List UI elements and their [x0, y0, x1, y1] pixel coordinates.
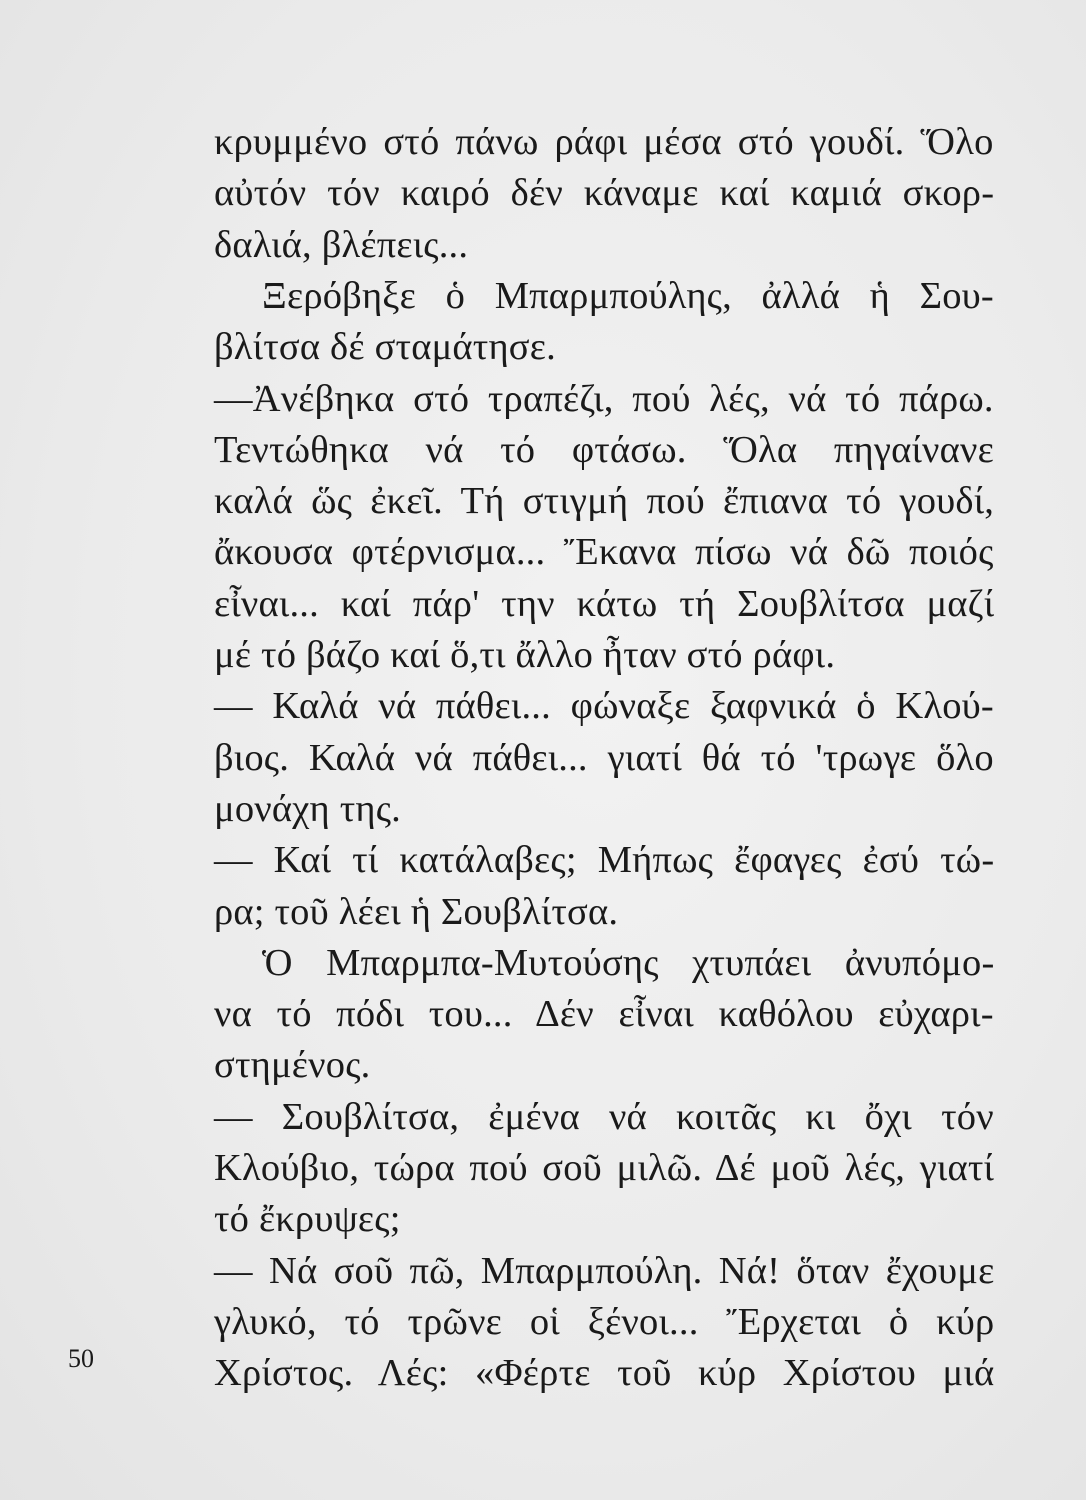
text-line: Κλούβιο, τώρα πού σοῦ μιλῶ. Δέ μοῦ λές, γιατί: [214, 1147, 995, 1189]
text-line: —Ἀνέβηκα στό τραπέζι, πού λές, νά τό πάρω.: [214, 377, 994, 420]
text-line: Ξερόβηξε ὁ Μπαρμπούλης, ἀλλά ἡ Σου-: [262, 274, 994, 317]
text-line: ρα; τοῦ λέει ἡ Σουβλίτσα.: [214, 890, 619, 933]
text-line: δαλιά, βλέπεις...: [214, 223, 469, 266]
text-line: γλυκό, τό τρῶνε οἱ ξένοι... Ἔρχεται ὁ κύρ: [214, 1300, 995, 1343]
text-line: κρυμμένο στό πάνω ράφι μέσα στό γουδί. Ὅλο: [214, 121, 994, 163]
text-line: — Σουβλίτσα, ἐμένα νά κοιτᾶς κι ὄχι τόν: [214, 1095, 994, 1138]
text-line: ἄκουσα φτέρνισμα... Ἔκανα πίσω νά δῶ ποιός: [214, 531, 994, 574]
page-number: 50: [68, 1344, 94, 1373]
text-line: Χρίστος. Λές: «Φέρτε τοῦ κύρ Χρίστου μιά: [214, 1352, 995, 1395]
text-line: αὐτόν τόν καιρό δέν κάναμε καί καμιά σκορ-: [214, 172, 995, 215]
text-line: βιος. Καλά νά πάθει... γιατί θά τό 'τρωγε ὅλο: [214, 736, 994, 779]
text-line: τό ἔκρυψες;: [214, 1198, 401, 1241]
text-line: — Καί τί κατάλαβες; Μήπως ἔφαγες ἐσύ τώ-: [214, 839, 995, 882]
text-line: — Καλά νά πάθει... φώναξε ξαφνικά ὁ Κλού-: [214, 685, 994, 728]
text-line: Τεντώθηκα νά τό φτάσω. Ὅλα πηγαίνανε: [214, 428, 994, 471]
text-line: μέ τό βάζο καί ὅ,τι ἄλλο ἦταν στό ράφι.: [214, 634, 836, 676]
text-line: καλά ὥς ἐκεῖ. Τή στιγμή πού ἔπιανα τό γουδί,: [214, 480, 995, 523]
text-line: μονάχη της.: [214, 787, 401, 830]
text-line: βλίτσα δέ σταμάτησε.: [214, 326, 556, 369]
text-line: στημένος.: [214, 1044, 371, 1087]
text-line: εἶναι... καί πάρ' την κάτω τή Σουβλίτσα μαζί: [214, 582, 995, 625]
text-line: Ὁ Μπαρμπα-Μυτούσης χτυπάει ἀνυπόμο-: [262, 941, 995, 984]
text-line: να τό πόδι του... Δέν εἶναι καθόλου εὐχαρι-: [214, 993, 994, 1036]
text-line: — Νά σοῦ πῶ, Μπαρμπούλη. Νά! ὅταν ἔχουμε: [214, 1249, 995, 1292]
